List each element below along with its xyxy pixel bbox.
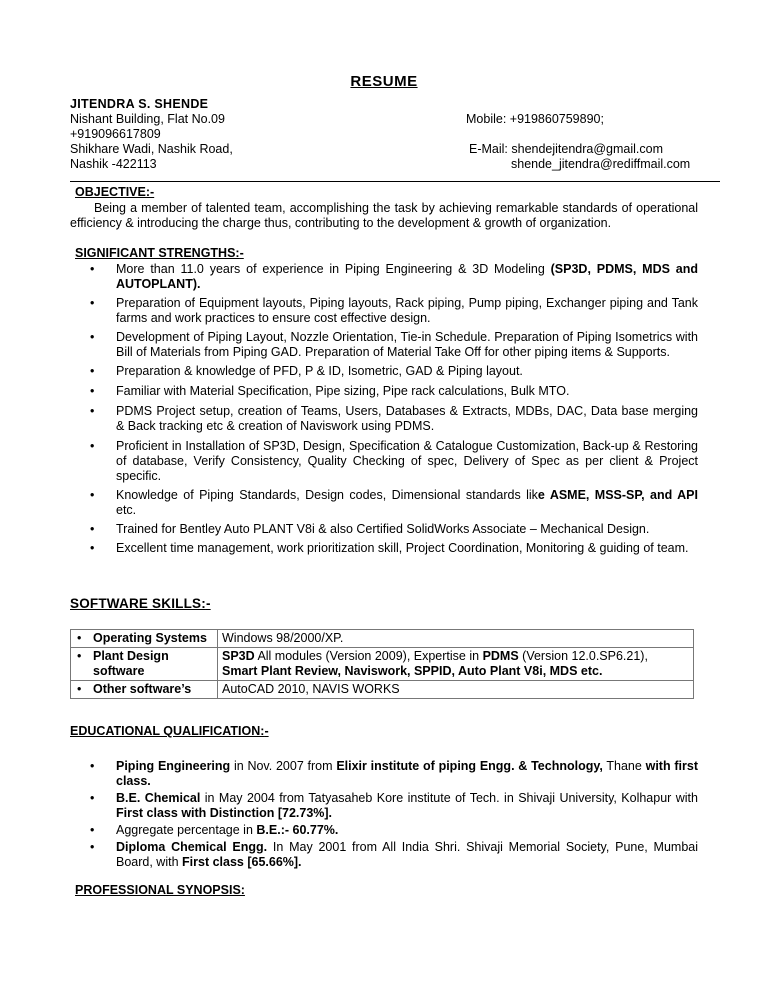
strength-text: More than 11.0 years of experience in Piping Engineering & 3D Modeling	[116, 262, 551, 276]
strengths-list	[90, 262, 698, 556]
email-secondary: shende_jitendra@rediffmail.com	[511, 157, 691, 171]
education-text: in Nov. 2007 from	[230, 759, 337, 773]
education-item	[90, 840, 698, 870]
email-primary: E-Mail: shendejitendra@gmail.com	[469, 142, 664, 156]
software-value	[218, 630, 694, 648]
objective-text: Being a member of talented team, accomplishing the task by achieving remarkable standards of operational efficiency & introducing the charge thus, contributing to the development & growth of organization.	[70, 201, 698, 230]
bullet-dot: •	[77, 649, 82, 663]
strength-item	[90, 330, 698, 360]
phone-number: +919096617809	[70, 127, 161, 141]
education-bold-text: Diploma Chemical Engg.	[116, 840, 268, 854]
address-line-3: Nashik -422113	[70, 157, 157, 171]
synopsis-heading: PROFESSIONAL SYNOPSIS:	[75, 883, 245, 897]
software-value	[218, 681, 694, 699]
software-table	[70, 629, 694, 699]
software-value-bold: SP3D	[222, 649, 255, 663]
education-bold-text: First class with Distinction [72.73%].	[116, 806, 333, 820]
education-bold-text: Piping Engineering	[116, 759, 231, 773]
software-category: Operating Systems	[93, 631, 207, 645]
education-item	[90, 759, 698, 789]
education-item	[90, 823, 698, 838]
software-value-bold: Smart Plant Review, Naviswork, SPPID, Auto Plant V8i, MDS etc.	[222, 664, 603, 678]
bullet-dot: •	[90, 439, 95, 453]
software-value-text: AutoCAD 2010, NAVIS WORKS	[222, 682, 400, 696]
software-row	[71, 648, 694, 681]
strength-item	[90, 541, 698, 556]
candidate-name: JITENDRA S. SHENDE	[70, 97, 209, 111]
bullet-dot: •	[90, 262, 95, 276]
resume-title: RESUME	[350, 73, 418, 90]
software-value-text: (Version 12.0.SP6.21),	[518, 649, 648, 663]
header-divider	[70, 181, 720, 182]
strength-item	[90, 296, 698, 326]
bullet-dot: •	[90, 296, 95, 310]
software-value-text: All modules (Version 2009), Expertise in	[254, 649, 483, 663]
bullet-dot: •	[90, 840, 95, 854]
education-bold-text: B.E.:- 60.77%.	[256, 823, 339, 837]
bullet-dot: •	[90, 791, 95, 805]
software-value-text: Windows 98/2000/XP.	[222, 631, 344, 645]
strength-text: PDMS Project setup, creation of Teams, Users, Databases & Extracts, MDBs, DAC, Data base merging & Back tracking etc & creation of Naviswork using PDMS.	[116, 404, 698, 433]
mobile-number: Mobile: +919860759890;	[466, 112, 604, 126]
strength-text: etc.	[116, 503, 137, 517]
bullet-dot: •	[90, 488, 95, 502]
strength-item	[90, 364, 698, 379]
bullet-dot: •	[77, 631, 82, 645]
address-line-1: Nishant Building, Flat No.09	[70, 112, 225, 126]
education-bold-text: Elixir institute of piping Engg. & Technology,	[336, 759, 603, 773]
education-bold-text: First class [65.66%].	[182, 855, 302, 869]
bullet-dot: •	[90, 404, 95, 418]
education-text: Aggregate percentage in	[116, 823, 257, 837]
objective-heading: OBJECTIVE:-	[75, 185, 155, 199]
strength-item	[90, 439, 698, 484]
education-text: In May 2001 from All India Shri. Shivaji Memorial Society, Pune, Mumbai Board, with	[116, 840, 698, 869]
strength-text: Preparation of Equipment layouts, Piping layouts, Rack piping, Pump piping, Exchanger piping and Tank farms and work practices to ensure cost effective design.	[116, 296, 698, 325]
education-text: in May 2004 from Tatyasaheb Kore institute of Tech. in Shivaji University, Kolhapur with	[200, 791, 698, 805]
strength-text: Proficient in Installation of SP3D, Design, Specification & Catalogue Customization, Back-up & Restoring of database, Verify Consistency, Quality Checking of spec, Delivery of Spec as per client & Project specific.	[116, 439, 698, 483]
education-bold-text: B.E. Chemical	[116, 791, 201, 805]
strength-item	[90, 404, 698, 434]
bullet-dot: •	[90, 522, 95, 536]
software-row	[71, 630, 694, 648]
bullet-dot: •	[90, 759, 95, 773]
strength-text: Familiar with Material Specification, Pipe sizing, Pipe rack calculations, Bulk MTO.	[116, 384, 570, 398]
strength-item	[90, 262, 698, 292]
education-item	[90, 791, 698, 821]
address-line-2: Shikhare Wadi, Nashik Road,	[70, 142, 233, 156]
bullet-dot: •	[90, 330, 95, 344]
education-list	[90, 759, 698, 870]
software-heading: SOFTWARE SKILLS:-	[70, 596, 211, 611]
strength-item	[90, 522, 698, 537]
strength-text: Trained for Bentley Auto PLANT V8i & also Certified SolidWorks Associate – Mechanical Design.	[116, 522, 650, 536]
software-category: Other software’s	[93, 682, 192, 696]
education-heading: EDUCATIONAL QUALIFICATION:-	[70, 724, 269, 738]
strength-text: Knowledge of Piping Standards, Design codes, Dimensional standards lik	[116, 488, 538, 502]
bullet-dot: •	[77, 682, 82, 696]
education-text: Thane	[602, 759, 646, 773]
strength-text: Preparation & knowledge of PFD, P & ID, Isometric, GAD & Piping layout.	[116, 364, 523, 378]
education-bold-text: with first class.	[116, 759, 698, 788]
strengths-heading: SIGNIFICANT STRENGTHS:-	[75, 246, 244, 260]
strength-bold-text: e ASME, MSS-SP, and API	[537, 488, 698, 502]
strength-item	[90, 488, 698, 518]
strength-item	[90, 384, 698, 399]
bullet-dot: •	[90, 541, 95, 555]
strength-text: Development of Piping Layout, Nozzle Orientation, Tie-in Schedule. Preparation of Piping Isometrics with Bill of Materials from Piping GAD. Preparation of Material Take Off for other piping items & Supports.	[116, 330, 698, 359]
software-value	[218, 648, 694, 681]
bullet-dot: •	[90, 384, 95, 398]
software-value-bold: PDMS	[482, 649, 519, 663]
bullet-dot: •	[90, 823, 95, 837]
software-category: Plant Design software	[93, 649, 169, 678]
contact-header	[70, 97, 710, 172]
software-row	[71, 681, 694, 699]
strength-text: Excellent time management, work prioritization skill, Project Coordination, Monitoring & guiding of team.	[116, 541, 689, 555]
strength-bold-text: (SP3D, PDMS, MDS and AUTOPLANT).	[116, 262, 699, 291]
bullet-dot: •	[90, 364, 95, 378]
